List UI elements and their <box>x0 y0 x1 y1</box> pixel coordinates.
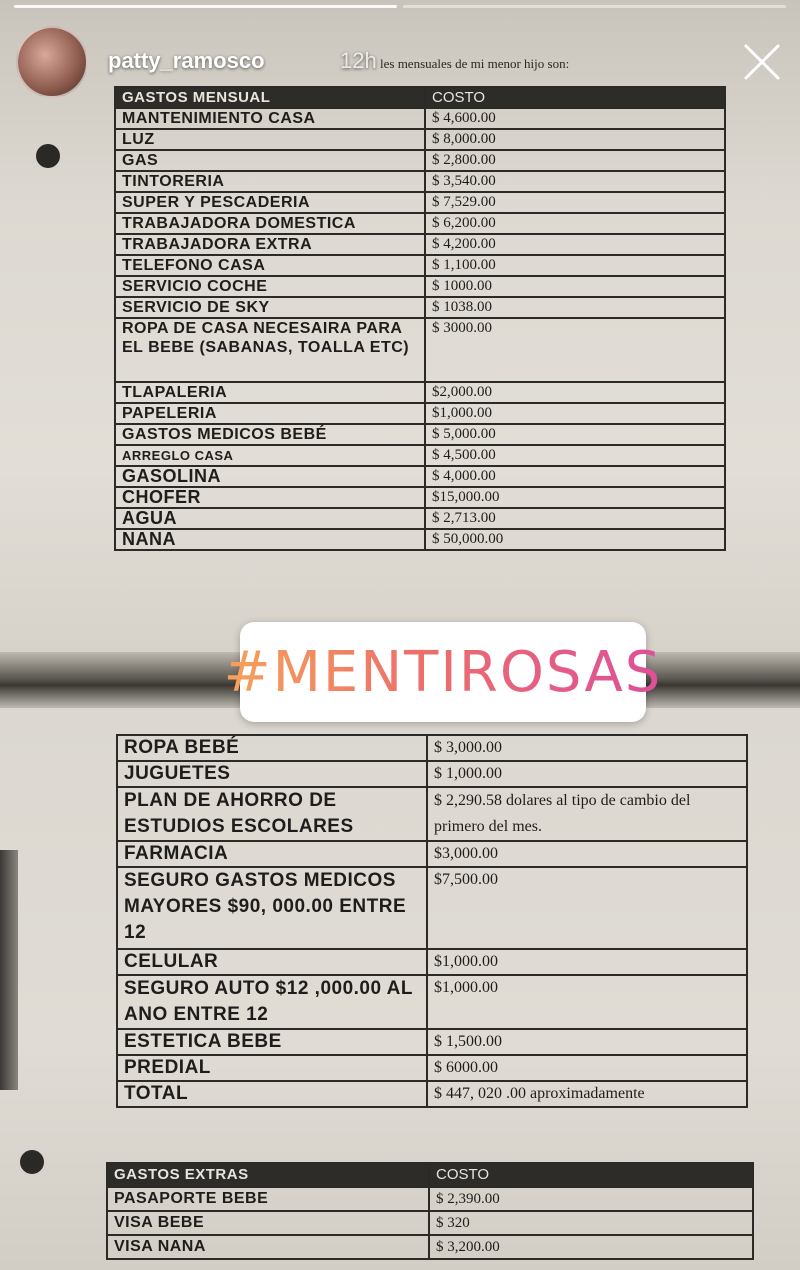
row-item: PLAN DE AHORRO DE ESTUDIOS ESCOLARES <box>117 787 427 841</box>
row-item: ARREGLO CASA <box>115 445 425 466</box>
table-row <box>115 171 725 192</box>
row-item: TRABAJADORA DOMESTICA <box>115 213 425 234</box>
row-cost: $ 2,290.58 dolares al tipo de cambio del primero del mes. <box>427 787 747 841</box>
row-cost: $ 4,000.00 <box>425 466 725 487</box>
table-row <box>115 487 725 508</box>
table-row <box>115 255 725 276</box>
row-item: SEGURO GASTOS MEDICOS MAYORES $90, 000.00 ENTRE 12 <box>117 867 427 949</box>
row-item: NANA <box>115 529 425 550</box>
table-row <box>115 529 725 550</box>
row-cost: $7,500.00 <box>427 867 747 949</box>
table-row <box>117 975 747 1029</box>
row-item: ESTETICA BEBE <box>117 1029 427 1055</box>
table-row <box>115 445 725 466</box>
row-cost: $ 6,200.00 <box>425 213 725 234</box>
row-item: LUZ <box>115 129 425 150</box>
table-row <box>115 403 725 424</box>
document-intro-text: les mensuales de mi menor hijo son: <box>380 56 570 71</box>
row-cost: $ 4,600.00 <box>425 108 725 129</box>
row-item: FARMACIA <box>117 841 427 867</box>
row-cost: $ 8,000.00 <box>425 129 725 150</box>
table-row <box>117 787 747 841</box>
table-row <box>115 276 725 297</box>
row-cost: $ 3,200.00 <box>429 1235 753 1259</box>
row-item: PAPELERIA <box>115 403 425 424</box>
table-row <box>115 150 725 171</box>
row-cost: $ 5,000.00 <box>425 424 725 445</box>
row-cost: $1,000.00 <box>425 403 725 424</box>
row-item: ROPA BEBÉ <box>117 735 427 761</box>
table-row <box>107 1187 753 1211</box>
table-row <box>115 108 725 129</box>
row-cost: $ 4,200.00 <box>425 234 725 255</box>
table-row <box>115 234 725 255</box>
header-cost: COSTO <box>429 1163 753 1187</box>
row-item: TELEFONO CASA <box>115 255 425 276</box>
row-cost: $ 2,800.00 <box>425 150 725 171</box>
row-item: ROPA DE CASA NECESAIRA PARA EL BEBE (SABANAS, TOALLA ETC) <box>115 318 425 382</box>
row-item: VISA NANA <box>107 1235 429 1259</box>
story-timestamp: 12h <box>340 48 377 73</box>
row-cost: $ 6000.00 <box>427 1055 747 1081</box>
page-fold-shadow <box>0 850 18 1090</box>
row-cost: $ 3000.00 <box>425 318 725 382</box>
binder-hole <box>36 144 60 168</box>
row-cost: $ 4,500.00 <box>425 445 725 466</box>
table-row <box>117 841 747 867</box>
hashtag-sticker[interactable] <box>223 622 663 722</box>
row-item: TRABAJADORA EXTRA <box>115 234 425 255</box>
header-cost: COSTO <box>425 87 725 108</box>
row-cost: $ 3,540.00 <box>425 171 725 192</box>
table-row <box>115 424 725 445</box>
table-row <box>117 761 747 787</box>
row-item: TINTORERIA <box>115 171 425 192</box>
header-extra-expenses: GASTOS EXTRAS <box>107 1163 429 1187</box>
table-header-row <box>115 87 725 108</box>
extra-expenses-table <box>106 1162 754 1260</box>
row-item: AGUA <box>115 508 425 529</box>
row-item: SEGURO AUTO $12 ,000.00 AL ANO ENTRE 12 <box>117 975 427 1029</box>
row-cost: $ 1038.00 <box>425 297 725 318</box>
story-username[interactable]: patty_ramosco <box>108 48 265 73</box>
table-row <box>115 213 725 234</box>
row-item: GAS <box>115 150 425 171</box>
row-item: SUPER Y PESCADERIA <box>115 192 425 213</box>
table-row <box>115 508 725 529</box>
row-cost: $ 3,000.00 <box>427 735 747 761</box>
story-progress-bar <box>14 5 786 8</box>
table-row <box>117 949 747 975</box>
header-expenses: GASTOS MENSUAL <box>115 87 425 108</box>
table-header-row <box>107 1163 753 1187</box>
row-cost: $1,000.00 <box>427 949 747 975</box>
row-cost: $2,000.00 <box>425 382 725 403</box>
table-row <box>115 318 725 382</box>
row-item: GASTOS MEDICOS BEBÉ <box>115 424 425 445</box>
table-row <box>117 1055 747 1081</box>
total-row <box>117 1081 747 1107</box>
row-item: MANTENIMIENTO CASA <box>115 108 425 129</box>
row-cost: $ 1,000.00 <box>427 761 747 787</box>
row-item: VISA BEBE <box>107 1211 429 1235</box>
row-cost: $ 1,100.00 <box>425 255 725 276</box>
row-item: SERVICIO COCHE <box>115 276 425 297</box>
row-item: CHOFER <box>115 487 425 508</box>
row-item: PREDIAL <box>117 1055 427 1081</box>
monthly-expenses-table-continued <box>116 734 748 1108</box>
row-cost: $ 50,000.00 <box>425 529 725 550</box>
row-item: SERVICIO DE SKY <box>115 297 425 318</box>
row-cost: $ 2,390.00 <box>429 1187 753 1211</box>
table-row <box>115 466 725 487</box>
total-value: $ 447, 020 .00 aproximadamente <box>427 1081 747 1107</box>
row-item: CELULAR <box>117 949 427 975</box>
hashtag-text: #MENTIROSAS <box>223 639 663 705</box>
progress-segment <box>14 5 397 8</box>
table-row <box>107 1235 753 1259</box>
table-row <box>107 1211 753 1235</box>
avatar[interactable] <box>16 26 88 98</box>
row-cost: $ 1,500.00 <box>427 1029 747 1055</box>
row-item: TLAPALERIA <box>115 382 425 403</box>
table-row <box>115 192 725 213</box>
binder-hole <box>20 1150 44 1174</box>
monthly-expenses-table <box>114 86 726 551</box>
table-row <box>117 735 747 761</box>
table-row <box>115 297 725 318</box>
row-item: JUGUETES <box>117 761 427 787</box>
row-item: PASAPORTE BEBE <box>107 1187 429 1211</box>
row-cost: $15,000.00 <box>425 487 725 508</box>
row-cost: $3,000.00 <box>427 841 747 867</box>
row-item: GASOLINA <box>115 466 425 487</box>
total-label: TOTAL <box>117 1081 427 1107</box>
table-row <box>117 1029 747 1055</box>
row-cost: $ 1000.00 <box>425 276 725 297</box>
progress-segment <box>403 5 786 8</box>
table-row <box>115 382 725 403</box>
row-cost: $ 2,713.00 <box>425 508 725 529</box>
table-row <box>115 129 725 150</box>
table-row <box>117 867 747 949</box>
row-cost: $ 7,529.00 <box>425 192 725 213</box>
close-icon[interactable] <box>740 40 784 84</box>
row-cost: $ 320 <box>429 1211 753 1235</box>
row-cost: $1,000.00 <box>427 975 747 1029</box>
